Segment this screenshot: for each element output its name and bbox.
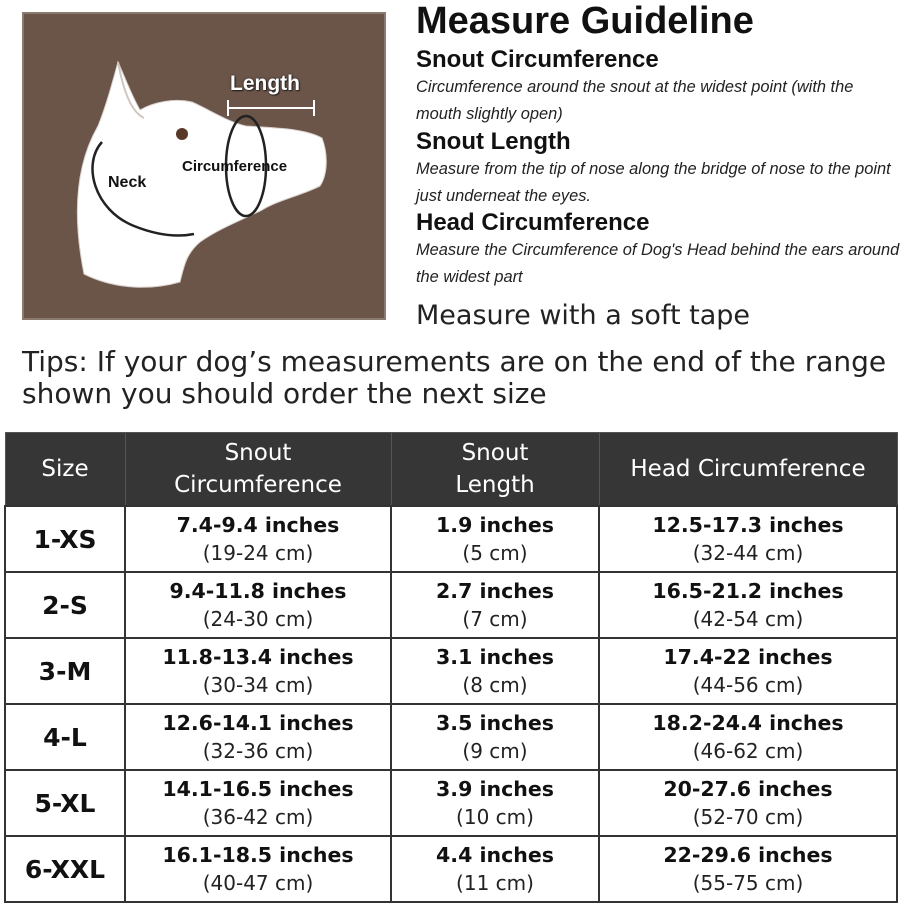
cm-value: (40-47 cm) [202,871,314,895]
snout-circumference-desc: Circumference around the snout at the widest point (with the mouth slightly open) [416,78,854,123]
snout-length-cell [391,638,599,704]
neck-label: Neck [108,174,147,191]
cm-value: (30-34 cm) [202,673,314,697]
head-circumference-cell [599,638,897,704]
cm-value: (10 cm) [456,805,534,829]
cm-value: (55-75 cm) [692,871,804,895]
snout-length-cell [391,506,599,572]
snout-circumference-cell [125,638,391,704]
inches-value: 3.9 inches [436,777,554,801]
length-bracket [228,100,314,116]
dog-illustration-panel [22,12,386,320]
size-chart-table [4,432,898,903]
size-cell: 3-M [5,638,125,704]
guideline-title: Measure Guideline [416,0,754,42]
header-snout-circumference: Snout Circumference [125,433,391,507]
cm-value: (44-56 cm) [692,673,804,697]
size-cell: 2-S [5,572,125,638]
cm-value: (8 cm) [462,673,528,697]
header-size: Size [5,433,125,507]
snout-circumference-cell [125,704,391,770]
cm-value: (9 cm) [462,739,528,763]
inches-value: 20-27.6 inches [663,777,833,801]
snout-circumference-cell [125,506,391,572]
size-cell: 6-XXL [5,836,125,902]
inches-value: 7.4-9.4 inches [176,513,340,537]
circumference-label: Circumference [182,158,288,175]
inches-value: 14.1-16.5 inches [162,777,354,801]
snout-length-heading: Snout Length [416,128,571,155]
size-cell: 5-XL [5,770,125,836]
head-circumference-cell [599,704,897,770]
inches-value: 9.4-11.8 inches [169,579,347,603]
head-circumference-desc: Measure the Circumference of Dog's Head behind the ears around the widest part [416,241,900,286]
inches-value: 3.5 inches [436,711,554,735]
snout-circumference-heading: Snout Circumference [416,46,659,73]
cm-value: (32-44 cm) [692,541,804,565]
inches-value: 11.8-13.4 inches [162,645,354,669]
inches-value: 16.1-18.5 inches [162,843,354,867]
table-row [5,704,897,770]
cm-value: (52-70 cm) [692,805,804,829]
table-row [5,572,897,638]
table-row [5,770,897,836]
tips-text: Tips: If your dog’s measurements are on the end of the range shown you should order the next size [22,345,887,410]
cm-value: (11 cm) [456,871,534,895]
cm-value: (7 cm) [462,607,528,631]
table-row [5,506,897,572]
head-circumference-cell [599,506,897,572]
inches-value: 2.7 inches [436,579,554,603]
cm-value: (42-54 cm) [692,607,804,631]
snout-circumference-cell [125,836,391,902]
snout-length-desc: Measure from the tip of nose along the bridge of nose to the point just underneat the eyes. [416,160,891,205]
head-circumference-cell [599,572,897,638]
inches-value: 22-29.6 inches [663,843,833,867]
header-snout-length: Snout Length [391,433,599,507]
inches-value: 12.6-14.1 inches [162,711,354,735]
length-label: Length [230,72,300,95]
inches-value: 4.4 inches [436,843,554,867]
header-head-circumference: Head Circumference [599,433,897,507]
inches-value: 16.5-21.2 inches [652,579,844,603]
inches-value: 18.2-24.4 inches [652,711,844,735]
cm-value: (5 cm) [462,541,528,565]
cm-value: (36-42 cm) [202,805,314,829]
inches-value: 17.4-22 inches [663,645,833,669]
table-row [5,638,897,704]
cm-value: (32-36 cm) [202,739,314,763]
head-circumference-heading: Head Circumference [416,209,650,236]
cm-value: (46-62 cm) [692,739,804,763]
inches-value: 12.5-17.3 inches [652,513,844,537]
dog-eye [176,128,188,140]
table-header-row [5,433,897,507]
inches-value: 1.9 inches [436,513,554,537]
size-cell: 4-L [5,704,125,770]
head-circumference-cell [599,836,897,902]
cm-value: (19-24 cm) [202,541,314,565]
snout-circumference-cell [125,770,391,836]
soft-tape-note: Measure with a soft tape [416,300,750,331]
size-cell: 1-XS [5,506,125,572]
snout-circumference-cell [125,572,391,638]
cm-value: (24-30 cm) [202,607,314,631]
snout-length-cell [391,836,599,902]
inches-value: 3.1 inches [436,645,554,669]
snout-length-cell [391,770,599,836]
head-circumference-cell [599,770,897,836]
snout-length-cell [391,704,599,770]
table-row [5,836,897,902]
snout-length-cell [391,572,599,638]
